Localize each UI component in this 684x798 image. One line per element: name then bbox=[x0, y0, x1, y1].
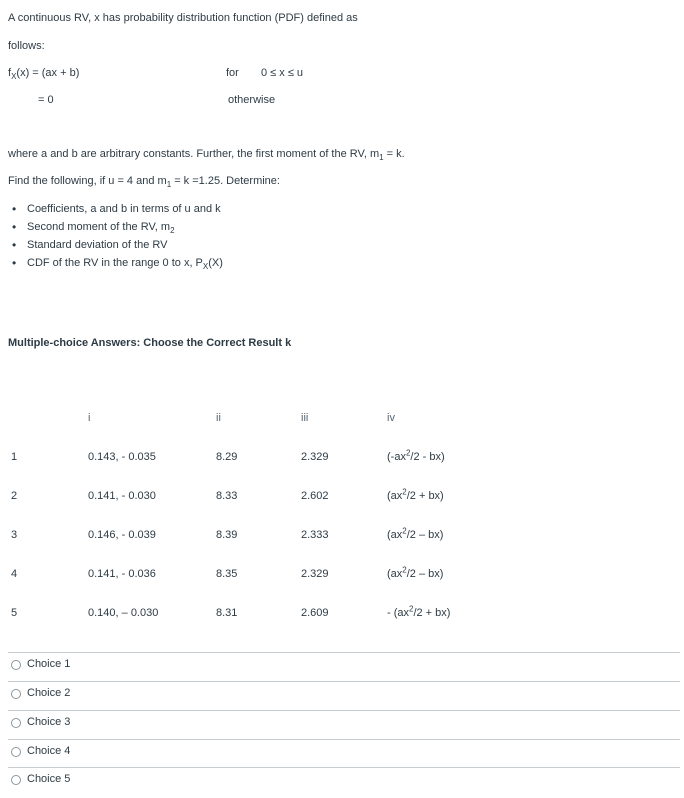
table-cell-iv: $(ax^2/2 - bx)$ bbox=[387, 526, 444, 541]
table-cell-iii: 2.329 bbox=[301, 568, 329, 580]
column-header-iii: iii bbox=[301, 412, 309, 424]
pdf-zero: = 0 bbox=[38, 94, 54, 106]
table-cell-iv: $(ax^2/2 - bx)$ bbox=[387, 565, 444, 580]
table-cell-i: 0.140, – 0.030 bbox=[88, 607, 159, 619]
table-cell-i: 0.141, - 0.036 bbox=[88, 568, 156, 580]
intro-line-1: A continuous RV, x has probability distribution function (PDF) defined as bbox=[8, 12, 358, 24]
task-list bbox=[8, 200, 223, 272]
choice-option-2[interactable] bbox=[8, 681, 680, 710]
choice-label[interactable]: Choice 2 bbox=[27, 687, 71, 699]
task-item: • Second moment of the RV, $m_2$ bbox=[8, 218, 223, 236]
task-item: • Standard deviation of the RV bbox=[8, 236, 223, 254]
choice-label[interactable]: Choice 4 bbox=[27, 745, 71, 757]
constants-statement: where a and b are arbitrary constants. Further, the first moment of the RV, $m_1 = k$. bbox=[8, 148, 405, 163]
intro-line-2: follows: bbox=[8, 40, 45, 52]
table-cell-ii: 8.29 bbox=[216, 451, 238, 463]
radio-button[interactable] bbox=[11, 747, 21, 757]
table-cell-i: 0.143, - 0.035 bbox=[88, 451, 156, 463]
table-cell-ii: 8.39 bbox=[216, 529, 238, 541]
row-number: 2 bbox=[11, 490, 18, 502]
task-item: • Coefficients, a and b in terms of u and k bbox=[8, 200, 223, 218]
table-cell-iv: $(ax^2/2 + bx)$ bbox=[387, 487, 444, 502]
mc-heading: Multiple-choice Answers: Choose the Correct Result k bbox=[8, 337, 292, 349]
table-cell-ii: 8.33 bbox=[216, 490, 238, 502]
table-cell-iv: $(-ax^2/2 - bx)$ bbox=[387, 448, 445, 463]
choice-option-1[interactable] bbox=[8, 652, 680, 681]
table-cell-i: 0.141, - 0.030 bbox=[88, 490, 156, 502]
radio-button[interactable] bbox=[11, 660, 21, 670]
table-cell-iii: 2.333 bbox=[301, 529, 329, 541]
table-cell-ii: 8.31 bbox=[216, 607, 238, 619]
choice-option-4[interactable] bbox=[8, 739, 680, 768]
table-cell-iii: 2.602 bbox=[301, 490, 329, 502]
choice-label[interactable]: Choice 5 bbox=[27, 773, 71, 785]
table-cell-iii: 2.329 bbox=[301, 451, 329, 463]
choice-label[interactable]: Choice 1 bbox=[27, 658, 71, 670]
row-number: 3 bbox=[11, 529, 18, 541]
choice-option-5[interactable] bbox=[8, 767, 680, 796]
choice-label[interactable]: Choice 3 bbox=[27, 716, 71, 728]
row-number: 5 bbox=[11, 607, 18, 619]
table-cell-i: 0.146, - 0.039 bbox=[88, 529, 156, 541]
table-cell-ii: 8.35 bbox=[216, 568, 238, 580]
column-header-ii: ii bbox=[216, 412, 221, 424]
pdf-function: $f_X(x) = (ax + b)$ bbox=[8, 67, 80, 82]
radio-button[interactable] bbox=[11, 689, 21, 699]
table-cell-iii: 2.609 bbox=[301, 607, 329, 619]
pdf-otherwise: otherwise bbox=[228, 94, 276, 106]
column-header-iv: iv bbox=[387, 412, 395, 424]
row-number: 1 bbox=[11, 451, 18, 463]
column-header-i: i bbox=[88, 412, 91, 424]
task-item: • CDF of the RV in the range 0 to x, $P_X(X)$ bbox=[8, 254, 223, 272]
find-statement: Find the following, if u = 4 and $m_1 = k =1.25$. Determine: bbox=[8, 175, 280, 190]
radio-button[interactable] bbox=[11, 718, 21, 728]
choice-option-3[interactable] bbox=[8, 710, 680, 739]
table-cell-iv: - $(ax^2/2 + bx)$ bbox=[387, 604, 451, 619]
pdf-range: 0 ≤ x ≤ u bbox=[261, 67, 304, 79]
pdf-for-label: for bbox=[226, 67, 239, 79]
row-number: 4 bbox=[11, 568, 18, 580]
radio-button[interactable] bbox=[11, 775, 21, 785]
